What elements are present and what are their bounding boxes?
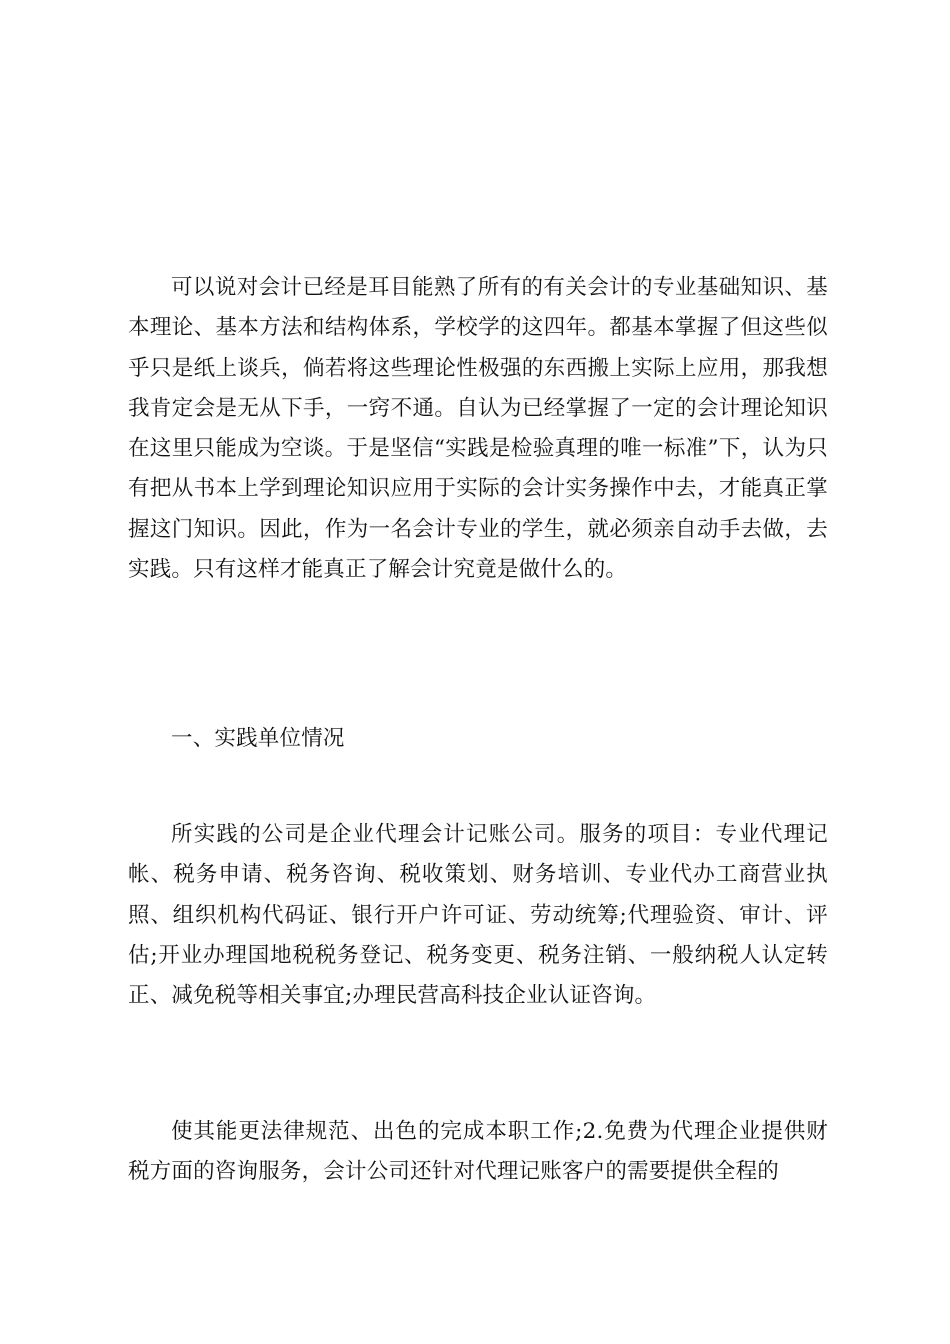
paragraph-continuation: 使其能更法律规范、出色的完成本职工作;2.免费为代理企业提供财税方面的咨询服务，会计公司还针对代理记账客户的需要提供全程的	[128, 1119, 828, 1185]
paragraph-company-services: 所实践的公司是企业代理会计记账公司。服务的项目：专业代理记帐、税务申请、税务咨询、税收策划、财务培训、专业代办工商营业执照、组织机构代码证、银行开户许可证、劳动统筹;代理验资、审计、评估;开业办理国地税税务登记、税务变更、税务注销、一般纳税人认定转正、减免税等相关事宜;办理民营高科技企业认证咨询。	[128, 822, 828, 1009]
paragraph-intro: 可以说对会计已经是耳目能熟了所有的有关会计的专业基础知识、基本理论、基本方法和结构体系，学校学的这四年。都基本掌握了但这些似乎只是纸上谈兵，倘若将这些理论性极强的东西搬上实际上应用，那我想我肯定会是无从下手，一窍不通。自认为已经掌握了一定的会计理论知识在这里只能成为空谈。于是坚信“实践是检验真理的唯一标准”下，认为只有把从书本上学到理论知识应用于实际的会计实务操作中去，才能真正掌握这门知识。因此，作为一名会计专业的学生，就必须亲自动手去做，去实践。只有这样才能真正了解会计究竟是做什么的。	[128, 275, 828, 583]
section-heading: 一、实践单位情况	[171, 726, 345, 751]
